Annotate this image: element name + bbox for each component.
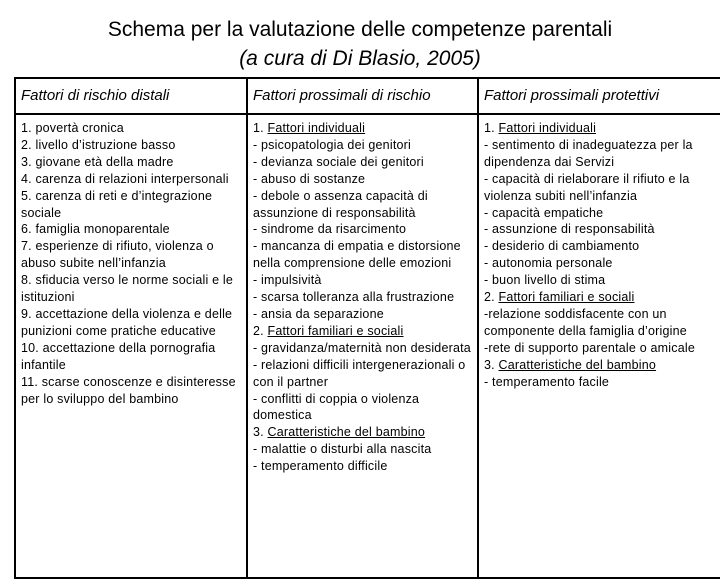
list-item: - psicopatologia dei genitori (253, 137, 411, 152)
list-item: 11. scarse conoscenze e disinteresse per lo sviluppo del bambino (21, 374, 236, 406)
list-item: 6. famiglia monoparentale (21, 222, 170, 237)
list-item: - capacità di rielaborare il rifiuto e la violenza subiti nell’infanzia (484, 171, 690, 203)
table-body-row (15, 114, 720, 578)
list-item: - desiderio di cambiamento (484, 239, 640, 254)
section-number: 3. (484, 357, 499, 372)
section-heading (484, 357, 715, 374)
section-heading (484, 120, 715, 137)
section-number: 1. (253, 121, 268, 135)
list-item: -relazione soddisfacente con un componente della famiglia d’origine (484, 306, 687, 338)
list-item: 4. carenza di relazioni interpersonali (21, 171, 229, 186)
section-heading (484, 289, 715, 306)
list-item: - relazioni difficili intergenerazionali o con il partner (253, 357, 466, 389)
list-item: - scarsa tolleranza alla frustrazione (253, 290, 455, 305)
section-label: Fattori individuali (498, 121, 597, 135)
list-item: - sentimento di inadeguatezza per la dipendenza dai Servizi (484, 137, 693, 169)
cell-proximal-risk (247, 114, 478, 578)
cell-distal-risk (15, 114, 247, 578)
list-item: 2. livello d’istruzione basso (21, 137, 176, 152)
list-item: - temperamento difficile (253, 459, 388, 474)
list-item: - temperamento facile (484, 374, 610, 389)
header-proximal-protective: Fattori prossimali protettivi (478, 78, 720, 114)
list-item: 10. accettazione della pornografia infantile (21, 340, 216, 372)
header-distal-risk: Fattori di rischio distali (15, 78, 247, 114)
section-heading (253, 323, 472, 340)
list-item: - debole o assenza capacità di assunzione di responsabilità (253, 188, 428, 220)
section-label: Caratteristiche del bambino (498, 357, 657, 372)
section-number: 3. (253, 425, 268, 440)
page-subtitle: (a cura di Di Blasio, 2005) (239, 47, 481, 70)
list-item: 3. giovane età della madre (21, 154, 174, 169)
list-item: 9. accettazione della violenza e delle punizioni come pratiche educative (21, 306, 233, 338)
list-item: - assunzione di responsabilità (484, 222, 655, 237)
list-item: - impulsività (253, 273, 322, 288)
list-item: - mancanza di empatia e distorsione nella comprensione delle emozioni (253, 239, 461, 271)
header-proximal-risk: Fattori prossimali di rischio (247, 78, 478, 114)
section-number: 1. (484, 121, 499, 135)
list-item: - abuso di sostanze (253, 171, 366, 186)
page-title: Schema per la valutazione delle competenze parentali (107, 18, 613, 41)
cell-proximal-protective (478, 114, 720, 578)
section-label: Fattori familiari e sociali (267, 323, 404, 338)
table-header-row (15, 78, 720, 114)
list-item: - devianza sociale dei genitori (253, 154, 424, 169)
list-item: 1. povertà cronica (21, 121, 124, 135)
list-item: - buon livello di stima (484, 273, 606, 288)
list-item: - ansia da separazione (253, 306, 384, 321)
section-number: 2. (253, 323, 268, 338)
competence-table (14, 77, 720, 579)
list-item: 7. esperienze di rifiuto, violenza o abuso subite nell’infanzia (21, 239, 214, 271)
section-label: Caratteristiche del bambino (267, 425, 426, 440)
list-item: - malattie o disturbi alla nascita (253, 442, 432, 457)
section-heading (253, 424, 472, 441)
section-heading (253, 120, 472, 137)
list-item: - sindrome da risarcimento (253, 222, 407, 237)
section-number: 2. (484, 290, 499, 305)
list-item: - capacità empatiche (484, 205, 604, 220)
list-item: -rete di supporto parentale o amicale (484, 340, 695, 355)
list-item: 8. sfiducia verso le norme sociali e le istituzioni (21, 273, 234, 305)
section-label: Fattori familiari e sociali (498, 290, 635, 305)
list-item: - conflitti di coppia o violenza domestica (253, 391, 420, 423)
list-item: - autonomia personale (484, 256, 613, 271)
section-label: Fattori individuali (267, 121, 366, 135)
list-item: 5. carenza di reti e d’integrazione sociale (21, 188, 213, 220)
list-item: - gravidanza/maternità non desiderata (253, 340, 471, 355)
